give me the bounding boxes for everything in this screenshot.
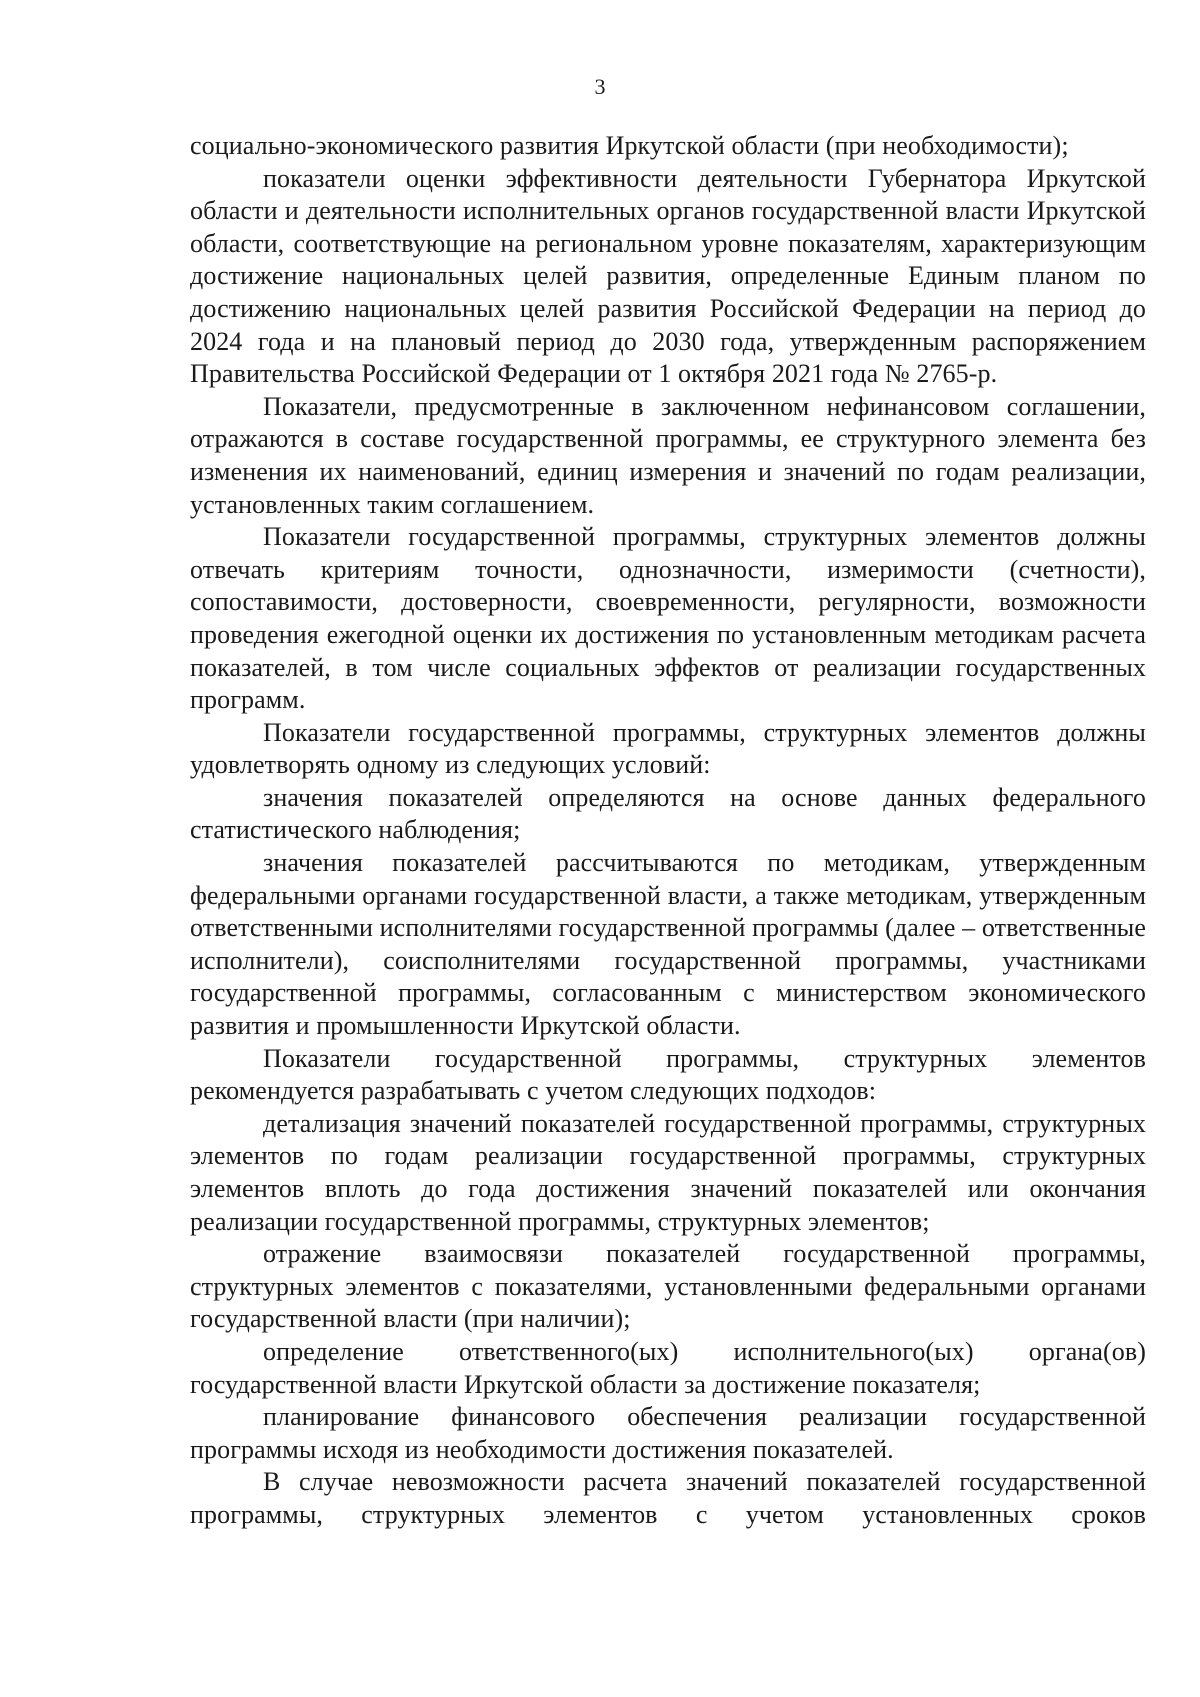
paragraph-5: Показатели государственной программы, структурных элементов должны удовлетворять одному из следующих условий: xyxy=(190,717,1146,780)
paragraph-10: отражение взаимосвязи показателей государственной программы, структурных элементов с показателями, установленными федеральными органами государственной власти (при наличии); xyxy=(190,1239,1146,1334)
paragraph-9: детализация значений показателей государственной программы, структурных элементов по годам реализации государственной программы, структурных элементов вплоть до года достижения значений показателей или окончания реализации государственной программы, структурных элементов; xyxy=(190,1108,1146,1236)
paragraph-4: Показатели государственной программы, структурных элементов должны отвечать критериям точности, однозначности, измеримости (счетности), сопоставимости, достоверности, своевременности, регулярности, возможности проведения ежегодной оценки их достижения по установленным методикам расчета показателей, в том числе социальных эффектов от реализации государственных программ. xyxy=(190,522,1146,715)
paragraph-11: определение ответственного(ых) исполнительного(ых) органа(ов) государственной власти Иркутской области за достижение показателя; xyxy=(190,1336,1146,1399)
paragraph-8: Показатели государственной программы, структурных элементов рекомендуется разрабатывать с учетом следующих подходов: xyxy=(190,1043,1146,1106)
paragraph-1: социально-экономического развития Иркутской области (при необходимости); xyxy=(190,131,1069,160)
page-number: 3 xyxy=(594,74,606,99)
paragraph-7: значения показателей рассчитываются по методикам, утвержденным федеральными органами государственной власти, а также методикам, утвержденным ответственными исполнителями государственной программы (далее – ответственные исполнители), соисполнителями государственной программы, участниками государственной программы, согласованным с министерством экономического развития и промышленности Иркутской области. xyxy=(190,848,1146,1041)
document-body xyxy=(190,130,1146,1532)
paragraph-13: В случае невозможности расчета значений показателей государственной программы, структурных элементов с учетом установленных сроков xyxy=(190,1467,1146,1529)
paragraph-12: планирование финансового обеспечения реализации государственной программы исходя из необходимости достижения показателей. xyxy=(190,1402,1146,1464)
paragraph-6: значения показателей определяются на основе данных федерального статистического наблюдения; xyxy=(190,782,1146,845)
paragraph-2: показатели оценки эффективности деятельности Губернатора Иркутской области и деятельности исполнительных органов государственной власти Иркутской области, соответствующие на региональном уровне показателям, характеризующим достижение национальных целей развития, определенные Единым планом по достижению национальных целей развития Российской Федерации на период до 2024 года и на плановый период до 2030 года, утвержденным распоряжением Правительства Российской Федерации от 1 октября 2021 года № 2765-р. xyxy=(190,163,1146,389)
paragraph-3: Показатели, предусмотренные в заключенном нефинансовом соглашении, отражаются в составе государственной программы, ее структурного элемента без изменения их наименований, единиц измерения и значений по годам реализации, установленных таким соглашением. xyxy=(190,391,1146,519)
